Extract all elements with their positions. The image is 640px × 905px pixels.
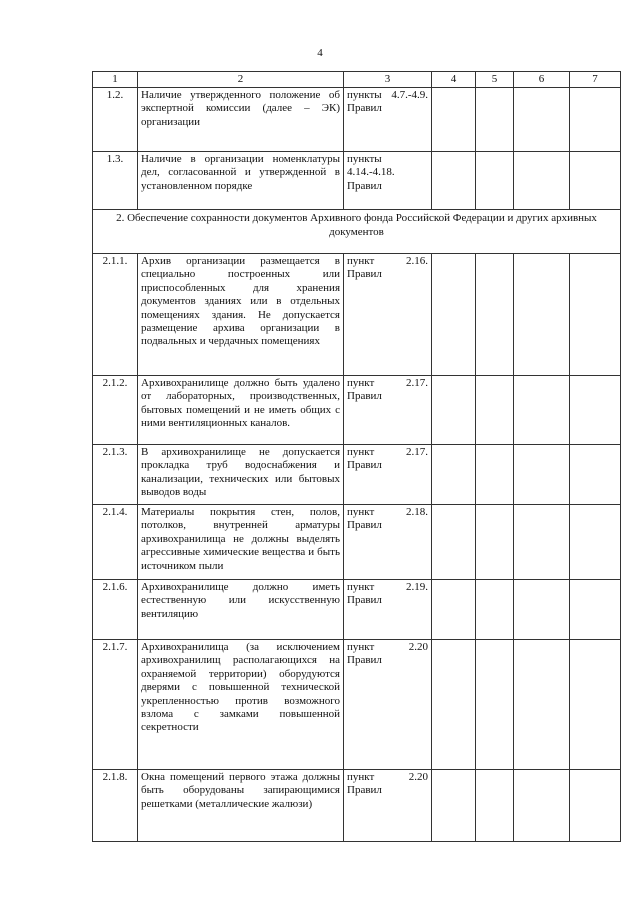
empty-cell: [432, 88, 476, 152]
table-row: [93, 580, 621, 640]
table-row: [93, 254, 621, 376]
rule-reference: пункт 2.20 Правил: [344, 770, 432, 842]
table-row: [93, 505, 621, 580]
empty-cell: [476, 505, 514, 580]
rule-reference: пункт 2.16. Правил: [344, 254, 432, 376]
requirement-text: В архивохранилище не допускается прокладка труб водоснабжения и канализации, технических или бытовых выводов воды: [138, 445, 344, 505]
empty-cell: [476, 770, 514, 842]
rule-reference: пункт 2.17. Правил: [344, 445, 432, 505]
empty-cell: [570, 152, 621, 210]
item-number: 2.1.6.: [93, 580, 138, 640]
empty-cell: [570, 770, 621, 842]
section-heading-row: [93, 210, 621, 254]
empty-cell: [570, 640, 621, 770]
requirement-text: Материалы покрытия стен, полов, потолков, внутренней арматуры архивохранилища не должны выделять агрессивные химические вещества и быть источником пыли: [138, 505, 344, 580]
empty-cell: [476, 640, 514, 770]
column-number: 3: [344, 72, 432, 88]
empty-cell: [570, 445, 621, 505]
empty-cell: [476, 254, 514, 376]
empty-cell: [570, 376, 621, 445]
empty-cell: [514, 580, 570, 640]
empty-cell: [432, 505, 476, 580]
item-number: 2.1.3.: [93, 445, 138, 505]
empty-cell: [476, 88, 514, 152]
section-title: 2. Обеспечение сохранности документов Архивного фонда Российской Федерации и других архивных документов: [93, 210, 621, 254]
empty-cell: [514, 152, 570, 210]
empty-cell: [432, 254, 476, 376]
empty-cell: [514, 770, 570, 842]
empty-cell: [514, 88, 570, 152]
empty-cell: [432, 152, 476, 210]
empty-cell: [432, 770, 476, 842]
table-row: [93, 376, 621, 445]
empty-cell: [432, 580, 476, 640]
empty-cell: [432, 640, 476, 770]
column-number: 7: [570, 72, 621, 88]
item-number: 2.1.2.: [93, 376, 138, 445]
item-number: 1.2.: [93, 88, 138, 152]
empty-cell: [432, 445, 476, 505]
requirement-text: Наличие в организации номенклатуры дел, согласованной и утвержденной в установленном порядке: [138, 152, 344, 210]
table-row: [93, 640, 621, 770]
table-row: [93, 445, 621, 505]
empty-cell: [514, 254, 570, 376]
item-number: 1.3.: [93, 152, 138, 210]
rule-reference: пункт 2.20 Правил: [344, 640, 432, 770]
empty-cell: [514, 640, 570, 770]
empty-cell: [476, 152, 514, 210]
empty-cell: [476, 580, 514, 640]
checklist-table: [92, 71, 621, 842]
requirement-text: Окна помещений первого этажа должны быть оборудованы запирающимися решетками (металлические жалюзи): [138, 770, 344, 842]
rule-reference: пункты 4.14.-4.18. Правил: [344, 152, 432, 210]
column-number: 5: [476, 72, 514, 88]
requirement-text: Архив организации размещается в специально построенных или приспособленных для хранения документов зданиях или в отдельных помещениях здания. Не допускается размещение архива организации в подвальных и чердачных помещениях: [138, 254, 344, 376]
empty-cell: [432, 376, 476, 445]
rule-reference: пункты 4.7.-4.9. Правил: [344, 88, 432, 152]
requirement-text: Архивохранилища (за исключением архивохранилищ располагающихся на охраняемой территории) оборудуются дверями с повышенной технической укрепленностью против возможного взлома с замками повышенной секретности: [138, 640, 344, 770]
item-number: 2.1.7.: [93, 640, 138, 770]
page-number: 4: [317, 47, 323, 59]
item-number: 2.1.4.: [93, 505, 138, 580]
empty-cell: [570, 254, 621, 376]
empty-cell: [476, 445, 514, 505]
column-number: 4: [432, 72, 476, 88]
column-number: 6: [514, 72, 570, 88]
empty-cell: [570, 88, 621, 152]
table-row: [93, 152, 621, 210]
empty-cell: [514, 445, 570, 505]
table-row: [93, 88, 621, 152]
empty-cell: [514, 505, 570, 580]
item-number: 2.1.1.: [93, 254, 138, 376]
requirement-text: Архивохранилище должно иметь естественную или искусственную вентиляцию: [138, 580, 344, 640]
requirement-text: Архивохранилище должно быть удалено от лабораторных, производственных, бытовых помещений и не иметь общих с ними вентиляционных каналов.: [138, 376, 344, 445]
requirement-text: Наличие утвержденного положение об экспертной комиссии (далее – ЭК) организации: [138, 88, 344, 152]
table-row: [93, 770, 621, 842]
column-number: 1: [93, 72, 138, 88]
empty-cell: [514, 376, 570, 445]
empty-cell: [476, 376, 514, 445]
column-number-row: [93, 72, 621, 88]
rule-reference: пункт 2.19. Правил: [344, 580, 432, 640]
rule-reference: пункт 2.18. Правил: [344, 505, 432, 580]
empty-cell: [570, 580, 621, 640]
rule-reference: пункт 2.17. Правил: [344, 376, 432, 445]
column-number: 2: [138, 72, 344, 88]
item-number: 2.1.8.: [93, 770, 138, 842]
empty-cell: [570, 505, 621, 580]
